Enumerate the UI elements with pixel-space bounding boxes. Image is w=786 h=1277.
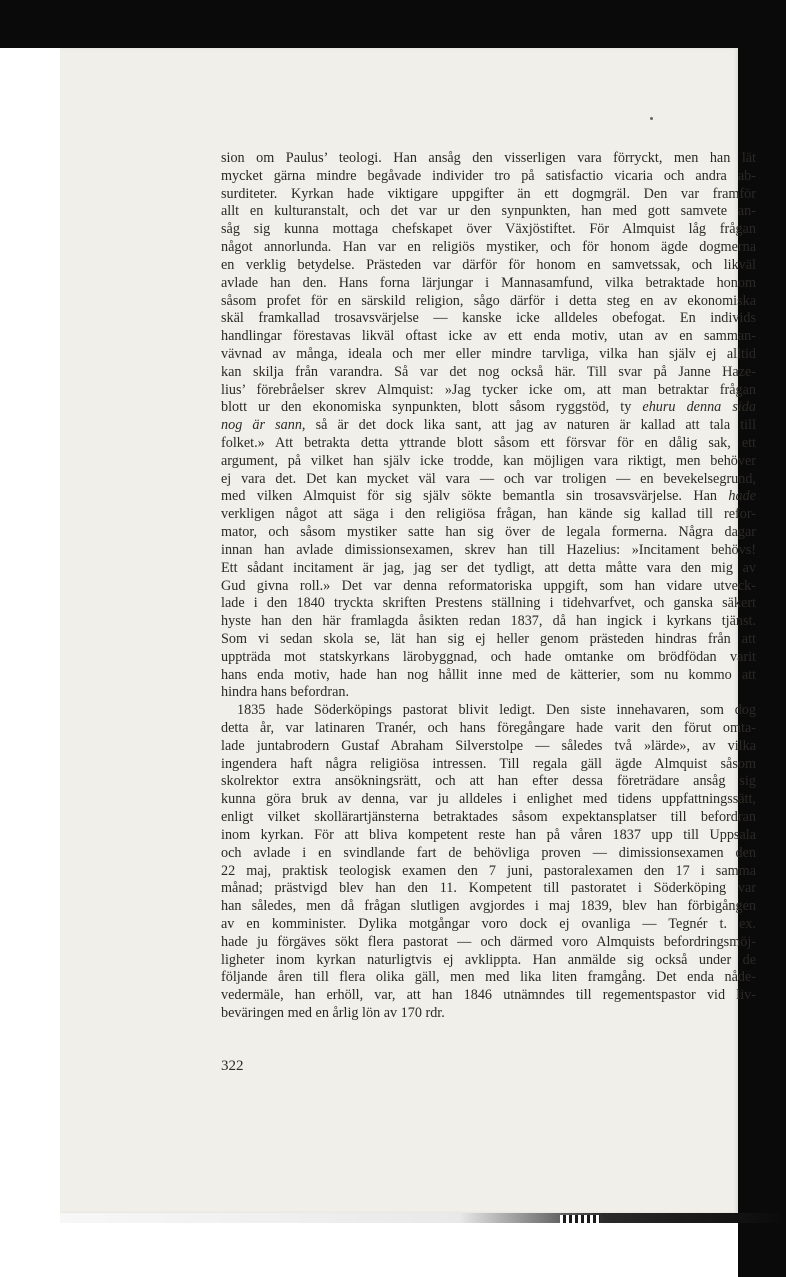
text-segment: mator, och såsom mystiker satte han sig över de legala formerna. Några dagar (221, 524, 756, 541)
italic-text: hade (728, 488, 756, 505)
text-line (221, 756, 756, 774)
text-line (221, 934, 756, 952)
text-segment: 22 maj, praktisk teologisk examen den 7 juni, pastoralexamen den 17 i samma (221, 862, 756, 879)
text-segment: ej vara det. Det kan mycket väl vara — och var troligen — en bevekelsegrund, (221, 470, 756, 487)
text-segment: lade i den 1840 tryckta skriften Prestens ställning i tidehvarfvet, och ganska säkert (221, 595, 756, 612)
text-line (221, 684, 756, 702)
text-segment: surditeter. Kyrkan hade viktigare uppgifter än ett dogmgräl. Den var framför (221, 185, 756, 202)
text-line (221, 524, 756, 542)
text-segment: uppträda mot statskyrkans lärobyggnad, och hade omtanke om brödfödan varit (221, 648, 756, 665)
text-segment: och avlade i en svindlande fart de behövliga proven — dimissionsexamen den (221, 844, 756, 861)
text-segment: argument, på vilket han själv icke trodde, kan möjligen vara riktigt, men behöver (221, 452, 756, 469)
text-segment: Gud givna roll.» Det var denna reformatoriska uppgift, som han vidare utveck- (221, 577, 756, 594)
text-segment: hans enda motiv, hade han nog hållit inne med de kätterier, som nu kommo att (221, 666, 756, 683)
text-line (221, 417, 756, 435)
text-line (221, 613, 756, 631)
text-segment: månad; prästvigd blev han den 11. Kompetent till pastoratet i Söderköping var (221, 880, 756, 897)
text-segment: han således, men då frågan slutligen avgjordes i maj 1839, blev han förbigången (221, 898, 756, 915)
speck-mark (650, 117, 653, 120)
text-line (221, 542, 756, 560)
text-line (221, 471, 756, 489)
text-line (221, 773, 756, 791)
text-line (221, 310, 756, 328)
italic-text: ehuru denna sida (642, 399, 756, 416)
text-line (221, 809, 756, 827)
text-line (221, 791, 756, 809)
text-line (221, 382, 756, 400)
text-line (221, 595, 756, 613)
text-segment: en verklig betydelse. Prästeden var därför för honom en samvetssak, och likväl (221, 256, 756, 273)
text-line (221, 969, 756, 987)
text-segment: lade juntabrodern Gustaf Abraham Silverstolpe — således två »lärde», av vilka (221, 737, 756, 754)
text-line (221, 488, 756, 506)
text-segment: enligt vilket skollärartjänsterna betraktades såsom expektansplatser till befordran (221, 809, 756, 826)
text-line (221, 578, 756, 596)
text-segment: vedermäle, han erhöll, var, att han 1846 utnämndes till regementspastor vid liv- (221, 987, 756, 1004)
text-line (221, 435, 756, 453)
text-line (221, 987, 756, 1005)
scan-bottom-edge (60, 1213, 786, 1223)
text-line (221, 880, 756, 898)
text-segment: hade ju förgäves sökt flera pastorat — och därmed voro Almquists befordringsmöj- (221, 933, 756, 950)
text-segment: Som vi sedan skola se, lät han sig ej heller genom prästeden hindras från att (221, 630, 756, 647)
text-segment: sion om Paulus’ teologi. Han ansåg den visserligen vara förryckt, men han lät (221, 150, 756, 166)
text-line (221, 560, 756, 578)
text-segment: skolrektor extra ansökningsrätt, och att han efter dessa företrädare ansåg sig (221, 773, 756, 790)
text-line (221, 649, 756, 667)
text-segment: något annorlunda. Han var en religiös mystiker, och för honom ägde dogmerna (221, 239, 756, 256)
text-segment: inom kyrkan. För att bliva kompetent reste han på våren 1837 upp till Uppsala (221, 826, 756, 843)
text-segment: hindra hans befordran. (221, 684, 350, 701)
text-line (221, 453, 756, 471)
text-line (221, 168, 756, 186)
scan-dark-border-top (0, 0, 786, 48)
text-segment: detta år, var latinaren Tranér, och hans föregångare hade varit den förut omta- (221, 720, 756, 736)
text-line (221, 346, 756, 364)
text-segment: lius’ förebråelser skrev Almquist: »Jag tycker icke om, att man betraktar frågan (221, 381, 756, 398)
text-segment: innan han avlade dimissionsexamen, skrev han till Hazelius: »Incitament behövs! (221, 541, 756, 558)
text-segment: blott ur den ekonomiska synpunkten, blott såsom ryggstöd, ty (221, 399, 643, 416)
text-line (221, 364, 756, 382)
text-segment: 1835 hade Söderköpings pastorat blivit ledigt. Den siste innehavaren, som dog (237, 702, 756, 719)
text-segment: ligheter inom kyrkan naturligtvis ej avklippta. Han anmälde sig också under de (221, 951, 756, 968)
text-line (221, 702, 756, 720)
text-line (221, 328, 756, 346)
text-segment: beväringen med en årlig lön av 170 rdr. (221, 1005, 445, 1021)
text-line (221, 257, 756, 275)
text-segment: allt en kulturanstalt, och det var ur den synpunkten, han med gott samvete an- (221, 203, 756, 220)
text-segment: avlade han den. Hans forna lärjungar i Mannasamfund, vilka betraktade honom (221, 274, 756, 291)
text-line (221, 631, 756, 649)
text-segment: skäl framkallad trosavsvärjelse — kanske icke alldeles obefogat. En individs (221, 310, 756, 327)
text-segment: hyste han den här framlagda åsikten redan 1837, då han ingick i kyrkans tjänst. (221, 613, 756, 630)
text-line (221, 293, 756, 311)
text-segment: folket.» Att betrakta detta yttrande blott såsom ett försvar för en dålig sak, ett (221, 435, 756, 451)
text-segment: med vilken Almquist för sig själv sökte bemantla sin trosavsvärjelse. Han (221, 488, 729, 505)
text-line (221, 1005, 756, 1023)
body-text (221, 150, 756, 1023)
text-line (221, 150, 756, 168)
text-segment: , så är det dock lika sant, att jag av naturen är kallad att tala till (301, 417, 757, 434)
text-segment: ingendera haft några religiösa intressen. Till regala gäll ägde Almquist såsom (221, 755, 756, 772)
text-line (221, 827, 756, 845)
text-segment: Ett sådant incitament är jag, jag ser det tydligt, att detta måtte vara den mig av (221, 559, 756, 576)
text-line (221, 399, 756, 417)
text-segment: såsom profet för en särskild religion, sågo därför i detta steg en av ekonomiska (221, 292, 756, 309)
text-segment: såg sig kunna mottaga chefskapet över Växjöstiftet. För Almquist låg frågan (221, 221, 756, 238)
text-segment: kan skilja från varandra. Så var det nog också här. Till svar på Janne Haze- (221, 363, 756, 380)
text-segment: handlingar förestavas likväl oftast icke av ett enda motiv, utan av en samman- (221, 328, 756, 345)
text-line (221, 898, 756, 916)
text-segment: följande åren till flera olika gäll, men med lika liten framgång. Det enda nåde- (221, 969, 756, 986)
text-line (221, 221, 756, 239)
page-number: 322 (221, 1058, 244, 1074)
text-segment: vävnad av många, ideala och mer eller mindre tarvliga, vilka han själv ej alltid (221, 345, 756, 362)
text-line (221, 186, 756, 204)
text-line (221, 506, 756, 524)
text-line (221, 203, 756, 221)
text-segment: kunna göra bruk av denna, var ju alldeles i enlighet med tidens uppfattningssätt, (221, 791, 756, 808)
text-segment: mycket gärna mindre begåvade individer tro på satisfactio vicaria och andra ab- (221, 167, 756, 184)
text-line (221, 845, 756, 863)
italic-text: nog är sann (221, 417, 302, 434)
text-line (221, 275, 756, 293)
text-line (221, 667, 756, 685)
text-segment: verkligen något att säga i den religiösa frågan, han kände sig kallad till refor- (221, 506, 756, 523)
text-line (221, 239, 756, 257)
page-edge-marks (560, 1215, 600, 1223)
text-line (221, 952, 756, 970)
text-line (221, 738, 756, 756)
text-line (221, 863, 756, 881)
text-line (221, 720, 756, 738)
text-line (221, 916, 756, 934)
text-segment: av en komminister. Dylika motgångar voro dock ej ovanliga — Tegnér t. ex. (221, 915, 756, 932)
